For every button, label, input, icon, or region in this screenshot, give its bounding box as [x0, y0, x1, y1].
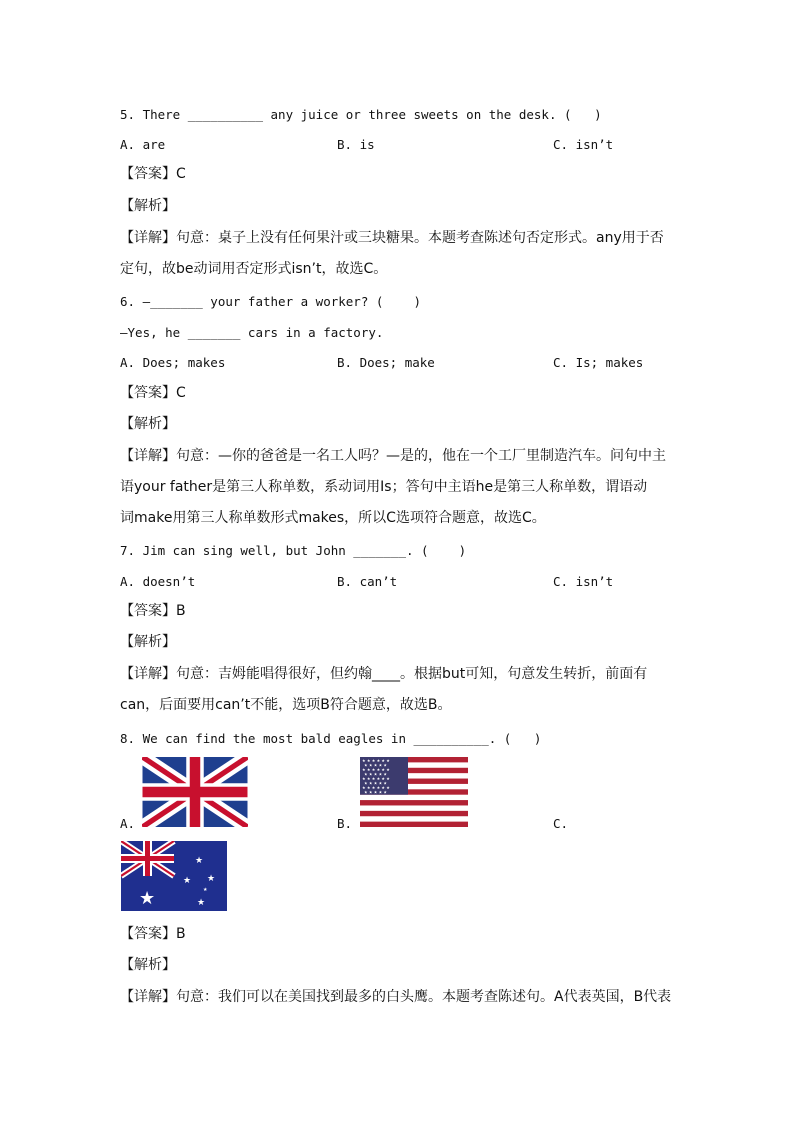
q8-detail-line-1: 【详解】句意：我们可以在美国找到最多的白头鹰。本题考查陈述句。A代表英国，B代表: [120, 989, 672, 1005]
svg-text:★ ★ ★ ★ ★ ★: ★ ★ ★ ★ ★ ★: [362, 785, 390, 790]
q8-answer: 【答案】B: [120, 926, 186, 942]
q8-option-b: B.: [337, 816, 353, 831]
q5-analysis-heading: 【解析】: [120, 198, 176, 214]
q8-analysis-heading: 【解析】: [120, 957, 176, 973]
q7-option-b: B. can’t: [337, 574, 398, 589]
q7-detail-line-1: 【详解】句意：吉姆能唱得很好，但约翰____。根据but可知，句意发生转折，前面有: [120, 666, 648, 682]
q7-option-a: A. doesn’t: [120, 574, 196, 589]
svg-text:★ ★ ★ ★ ★ ★: ★ ★ ★ ★ ★ ★: [362, 767, 390, 772]
q6-option-a: A. Does; makes: [120, 355, 226, 370]
q6-detail-line-3: 词make用第三人称单数形式makes，所以C选项符合题意，故选C。: [120, 510, 546, 526]
q5-detail-line-2: 定句，故be动词用否定形式isn’t，故选C。: [120, 261, 388, 277]
q6-detail-line-1: 【详解】句意：—你的爸爸是一名工人吗？—是的，他在一个工厂里制造汽车。问句中主: [120, 448, 666, 464]
q6-option-b: B. Does; make: [337, 355, 435, 370]
q5-answer: 【答案】C: [120, 166, 186, 182]
q5-detail-line-1: 【详解】句意：桌子上没有任何果汁或三块糖果。本题考查陈述句否定形式。any用于否: [120, 230, 664, 246]
svg-text:★ ★ ★ ★ ★ ★: ★ ★ ★ ★ ★ ★: [362, 758, 390, 763]
q7-stem: 7. Jim can sing well, but John _______. ( ): [120, 543, 467, 558]
q6-stem: 6. —_______ your father a worker? ( ): [120, 294, 422, 309]
q6-option-c: C. Is; makes: [553, 355, 644, 370]
svg-text:★: ★: [207, 874, 216, 884]
svg-text:★: ★: [197, 898, 206, 908]
q6-reply: —Yes, he _______ cars in a factory.: [120, 325, 384, 340]
q5-option-a: A. are: [120, 137, 166, 152]
q8-option-c: C.: [553, 816, 569, 831]
svg-text:★ ★ ★ ★ ★: ★ ★ ★ ★ ★: [364, 762, 388, 768]
q7-detail-line-2: can，后面要用can’t不能，选项B符合题意，故选B。: [120, 697, 452, 713]
svg-text:★ ★ ★ ★ ★: ★ ★ ★ ★ ★: [364, 789, 388, 795]
uk-flag-icon: [142, 757, 248, 827]
australia-flag-icon: [121, 841, 227, 911]
q5-option-c: C. isn’t: [553, 137, 614, 152]
us-flag-icon: [360, 757, 468, 827]
q7-answer: 【答案】B: [120, 603, 186, 619]
q6-answer: 【答案】C: [120, 385, 186, 401]
svg-text:★: ★: [183, 876, 192, 886]
q5-stem: 5. There __________ any juice or three sweets on the desk. ( ): [120, 107, 602, 122]
q7-option-c: C. isn’t: [553, 574, 614, 589]
q8-stem: 8. We can find the most bald eagles in __________. ( ): [120, 731, 542, 746]
svg-text:★ ★ ★ ★ ★: ★ ★ ★ ★ ★: [364, 780, 388, 786]
q8-option-a: A.: [120, 816, 136, 831]
q7-analysis-heading: 【解析】: [120, 634, 176, 650]
svg-text:★: ★: [203, 887, 208, 893]
svg-text:★: ★: [139, 888, 156, 909]
svg-text:★ ★ ★ ★ ★ ★: ★ ★ ★ ★ ★ ★: [362, 776, 390, 781]
q6-detail-line-2: 语your father是第三人称单数，系动词用Is；答句中主语he是第三人称单数，谓语动: [120, 479, 648, 495]
svg-text:★ ★ ★ ★ ★: ★ ★ ★ ★ ★: [364, 771, 388, 777]
q5-option-b: B. is: [337, 137, 375, 152]
svg-text:★: ★: [195, 856, 204, 866]
q6-analysis-heading: 【解析】: [120, 416, 176, 432]
